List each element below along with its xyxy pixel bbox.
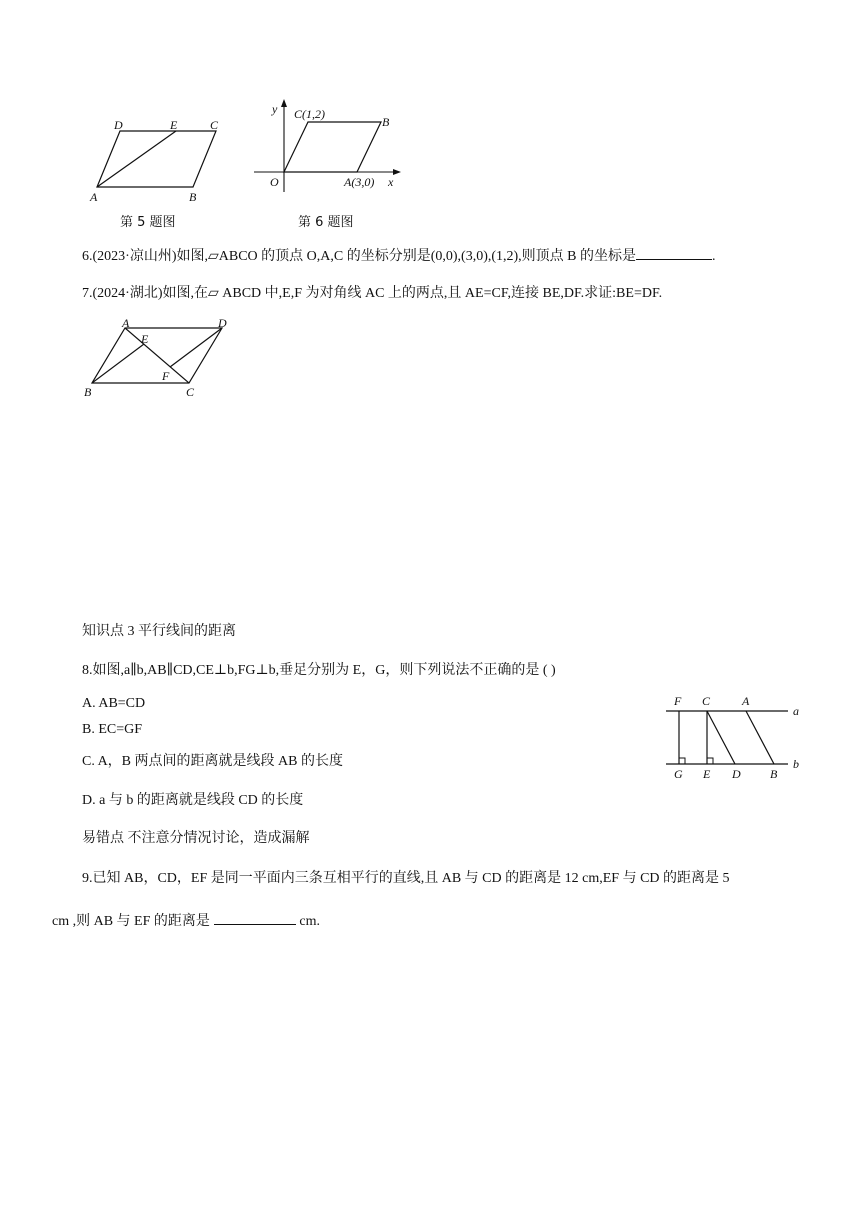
y-axis-arrow-icon — [281, 99, 287, 107]
question-9-line-2 — [52, 910, 320, 931]
label-o: O — [270, 175, 279, 189]
label-f: F — [674, 694, 682, 708]
label-c-coord: C(1,2) — [294, 107, 325, 121]
question-8-option-b[interactable]: B. EC=GF — [82, 722, 143, 737]
label-d: D — [218, 316, 227, 330]
answer-blank-q9[interactable] — [214, 910, 296, 925]
label-a: A — [122, 316, 130, 330]
question-6 — [82, 245, 716, 266]
parallelogram-abcd — [97, 131, 216, 187]
question-6-end: . — [712, 249, 716, 264]
label-b: B — [382, 115, 390, 129]
label-c: C — [702, 694, 711, 708]
label-b: B — [189, 190, 197, 204]
figure-5-caption: 第 5 题图 — [120, 215, 176, 230]
label-x: x — [388, 175, 394, 189]
diagonal-ac — [125, 328, 189, 383]
label-b: B — [770, 767, 778, 781]
figure-7 — [80, 316, 240, 400]
label-line-b: b — [793, 757, 799, 771]
segment-ab — [746, 711, 774, 764]
question-8-option-d[interactable]: D. a 与 b 的距离就是线段 CD 的长度 — [82, 793, 304, 808]
question-8-stem: 8.如图,a∥b,AB∥CD,CE⊥b,FG⊥b,垂足分别为 E，G，则下列说法不正确的是 ( ) — [82, 663, 556, 678]
right-angle-mark-e — [707, 758, 713, 764]
label-y: y — [272, 102, 278, 116]
label-a: A — [90, 190, 98, 204]
figure-8 — [660, 690, 810, 782]
label-f: F — [162, 369, 170, 383]
label-c: C — [186, 385, 195, 399]
figure-6 — [250, 96, 410, 196]
question-7: 7.(2024·湖北)如图,在▱ ABCD 中,E,F 为对角线 AC 上的两点,且 AE=CF,连接 BE,DF.求证:BE=DF. — [82, 286, 663, 301]
label-c: C — [210, 118, 219, 132]
label-d: D — [732, 767, 741, 781]
figure-5 — [82, 112, 232, 212]
label-g: G — [674, 767, 683, 781]
label-b: B — [84, 385, 92, 399]
label-a: A — [742, 694, 750, 708]
label-e: E — [170, 118, 178, 132]
parallelogram-abco — [284, 122, 381, 172]
segment-cd — [707, 711, 735, 764]
question-8-option-c[interactable]: C. A，B 两点间的距离就是线段 AB 的长度 — [82, 754, 343, 769]
question-9-line-1: 9.已知 AB，CD，EF 是同一平面内三条互相平行的直线,且 AB 与 CD 的距离是 12 cm,EF 与 CD 的距离是 5 — [82, 871, 730, 886]
question-8-option-a[interactable]: A. AB=CD — [82, 696, 146, 711]
pitfall-title: 易错点 不注意分情况讨论，造成漏解 — [82, 831, 310, 846]
x-axis-arrow-icon — [393, 169, 401, 175]
question-9-unit: cm. — [295, 914, 320, 929]
label-d: D — [114, 118, 123, 132]
question-9-text: cm ,则 AB 与 EF 的距离是 — [52, 914, 210, 929]
right-angle-mark-g — [679, 758, 685, 764]
answer-blank-q6[interactable] — [636, 245, 712, 260]
question-6-text: 6.(2023·凉山州)如图,▱ABCO 的顶点 O,A,C 的坐标分别是(0,0),(3,0),(1,2),则顶点 B 的坐标是 — [82, 249, 637, 264]
label-e: E — [141, 332, 149, 346]
label-line-a: a — [793, 704, 799, 718]
figure-6-caption: 第 6 题图 — [298, 215, 354, 230]
segment-be — [92, 344, 144, 383]
segment-df — [170, 328, 222, 367]
label-e: E — [703, 767, 711, 781]
label-a-coord: A(3,0) — [344, 175, 375, 189]
section-title-knowledge-3: 知识点 3 平行线间的距离 — [82, 624, 236, 639]
